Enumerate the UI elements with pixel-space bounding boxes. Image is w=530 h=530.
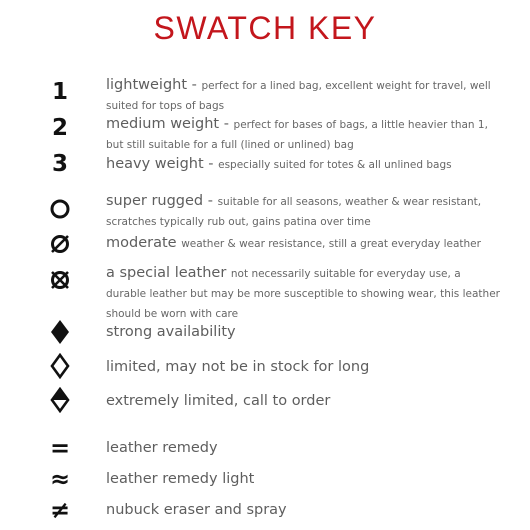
care-label: nubuck eraser and spray bbox=[106, 502, 287, 518]
availability-label: limited, may not be in stock for long bbox=[106, 359, 370, 375]
weight-number: 3 bbox=[51, 151, 68, 177]
circle-icon bbox=[40, 198, 80, 220]
filled-diamond-icon bbox=[40, 319, 80, 345]
slashed-circle-icon bbox=[40, 233, 80, 255]
durability-label: moderate bbox=[106, 235, 182, 251]
split-diamond-icon bbox=[40, 387, 80, 413]
weight-description bbox=[106, 75, 501, 115]
availability-label: extremely limited, call to order bbox=[106, 393, 331, 409]
durability-detail: weather & wear resistance, still a great everyday leather bbox=[181, 238, 481, 250]
weight-detail: perfect for bases of bags, a little heavier than 1, but still suitable for a full (lined or unlined) bag bbox=[106, 119, 488, 151]
crossed-circle-icon bbox=[40, 269, 80, 291]
availability-description bbox=[106, 357, 501, 376]
availability-label: strong availability bbox=[106, 324, 236, 340]
durability-label: super rugged - bbox=[106, 193, 218, 209]
page-title: SWATCH KEY bbox=[153, 10, 377, 46]
approx-icon: ≈ bbox=[49, 465, 71, 493]
care-description bbox=[106, 500, 501, 519]
weight-label: heavy weight - bbox=[106, 156, 219, 172]
weight-number: 2 bbox=[51, 115, 68, 141]
care-description bbox=[106, 469, 501, 488]
weight-detail: perfect for a lined bag, excellent weight for travel, well suited for tops of bags bbox=[106, 80, 491, 112]
durability-description bbox=[106, 263, 501, 323]
care-description bbox=[106, 438, 501, 457]
weight-description bbox=[106, 154, 501, 174]
durability-description bbox=[106, 191, 501, 231]
weight-detail: especially suited for totes & all unlined bags bbox=[218, 159, 452, 171]
weight-description bbox=[106, 114, 501, 154]
weight-number: 1 bbox=[51, 79, 68, 105]
durability-detail: suitable for all seasons, weather & wear resistant, scratches typically rub out, gains patina over time bbox=[106, 196, 482, 228]
durability-detail: not necessarily suitable for everyday use, a durable leather but may be more susceptible to showing wear, this leather should be worn with care bbox=[106, 268, 500, 320]
availability-description bbox=[106, 391, 501, 410]
durability-description bbox=[106, 233, 501, 253]
equals-icon: = bbox=[49, 434, 71, 462]
weight-label: lightweight - bbox=[106, 77, 202, 93]
care-label: leather remedy bbox=[106, 440, 218, 456]
availability-description bbox=[106, 322, 501, 341]
outline-diamond-icon bbox=[40, 353, 80, 379]
weight-label: medium weight - bbox=[106, 116, 234, 132]
not-equal-icon: ≠ bbox=[49, 496, 71, 524]
care-label: leather remedy light bbox=[106, 471, 255, 487]
durability-label: a special leather bbox=[106, 265, 231, 281]
